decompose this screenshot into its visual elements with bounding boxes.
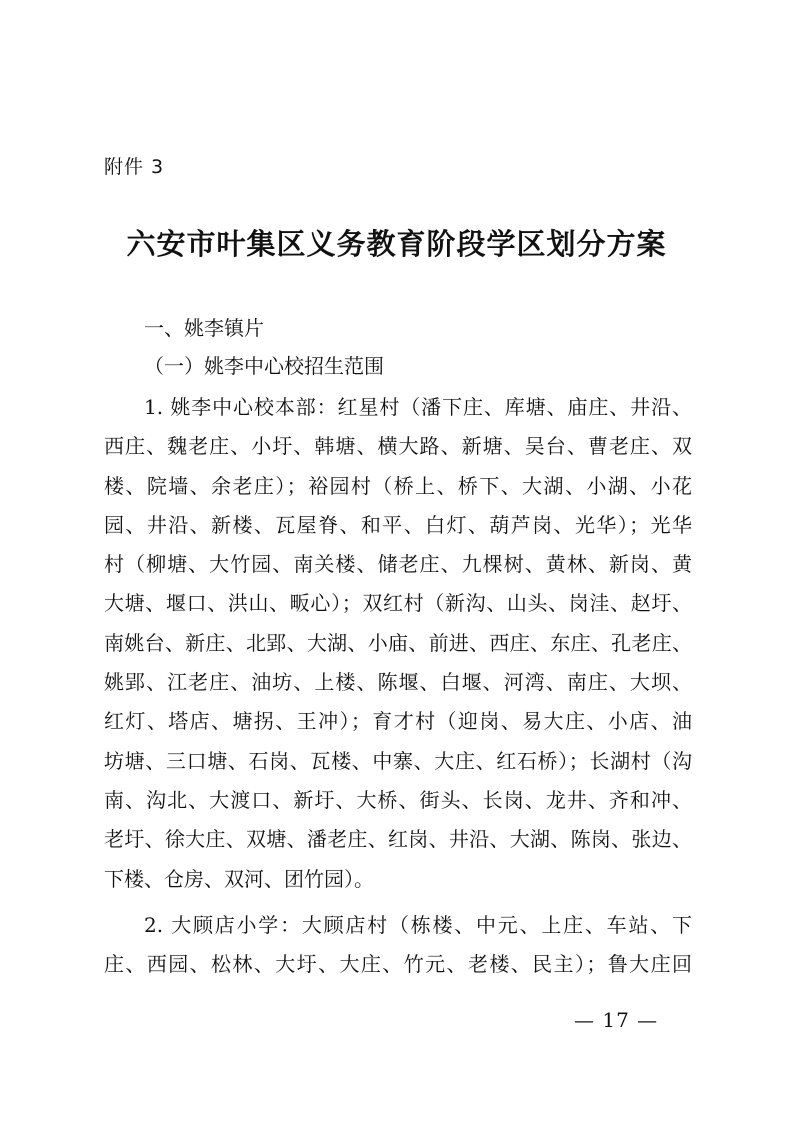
- paragraph-line: 庄、西园、松林、大圩、大庄、竹元、老楼、民主）；鲁大庄回: [104, 952, 692, 977]
- paragraph-line: 南、沟北、大渡口、新圩、大桥、街头、长岗、龙井、齐和冲、: [104, 787, 692, 812]
- paragraph-line: 大塘、堰口、洪山、畈心）；双红村（新沟、山头、岗洼、赵圩、: [104, 591, 692, 616]
- paragraph-line: 2. 大顾店小学：大顾店村（栋楼、中元、上庄、车站、下: [144, 913, 692, 937]
- page-number: — 17 —: [574, 1008, 659, 1032]
- section-heading: 一、姚李镇片: [144, 316, 264, 340]
- paragraph-line: 姚郢、江老庄、油坊、上楼、陈堰、白堰、河湾、南庄、大坝、: [104, 670, 692, 695]
- document-title: 六安市叶集区义务教育阶段学区划分方案: [126, 227, 667, 261]
- paragraph-line: 下楼、仓房、双河、团竹园）。: [104, 866, 374, 891]
- item-1-paragraph: [104, 388, 692, 899]
- paragraph-line: 老圩、徐大庄、双塘、潘老庄、红岗、井沿、大湖、陈岗、张边、: [104, 827, 692, 852]
- paragraph-line: 西庄、魏老庄、小圩、韩塘、横大路、新塘、吴台、曹老庄、双: [104, 434, 692, 459]
- subsection-heading: （一）姚李中心校招生范围: [144, 354, 384, 378]
- item-2-paragraph: [104, 906, 692, 985]
- paragraph-line: 村（柳塘、大竹园、南关楼、储老庄、九棵树、黄林、新岗、黄: [104, 552, 692, 577]
- paragraph-line: 坊塘、三口塘、石岗、瓦楼、中寨、大庄、红石桥）；长湖村（沟: [104, 748, 692, 773]
- paragraph-line: 楼、院墙、余老庄）；裕园村（桥上、桥下、大湖、小湖、小花: [104, 473, 692, 498]
- paragraph-line: 红灯、塔店、塘拐、王冲）；育才村（迎岗、易大庄、小店、油: [104, 709, 692, 734]
- paragraph-line: 南姚台、新庄、北郢、大湖、小庙、前进、西庄、东庄、孔老庄、: [104, 630, 692, 655]
- paragraph-line: 园、井沿、新楼、瓦屋脊、和平、白灯、葫芦岗、光华）；光华: [104, 512, 692, 537]
- attachment-label: 附件 3: [104, 156, 165, 178]
- paragraph-line: 1. 姚李中心校本部：红星村（潘下庄、库塘、庙庄、井沿、: [144, 395, 692, 419]
